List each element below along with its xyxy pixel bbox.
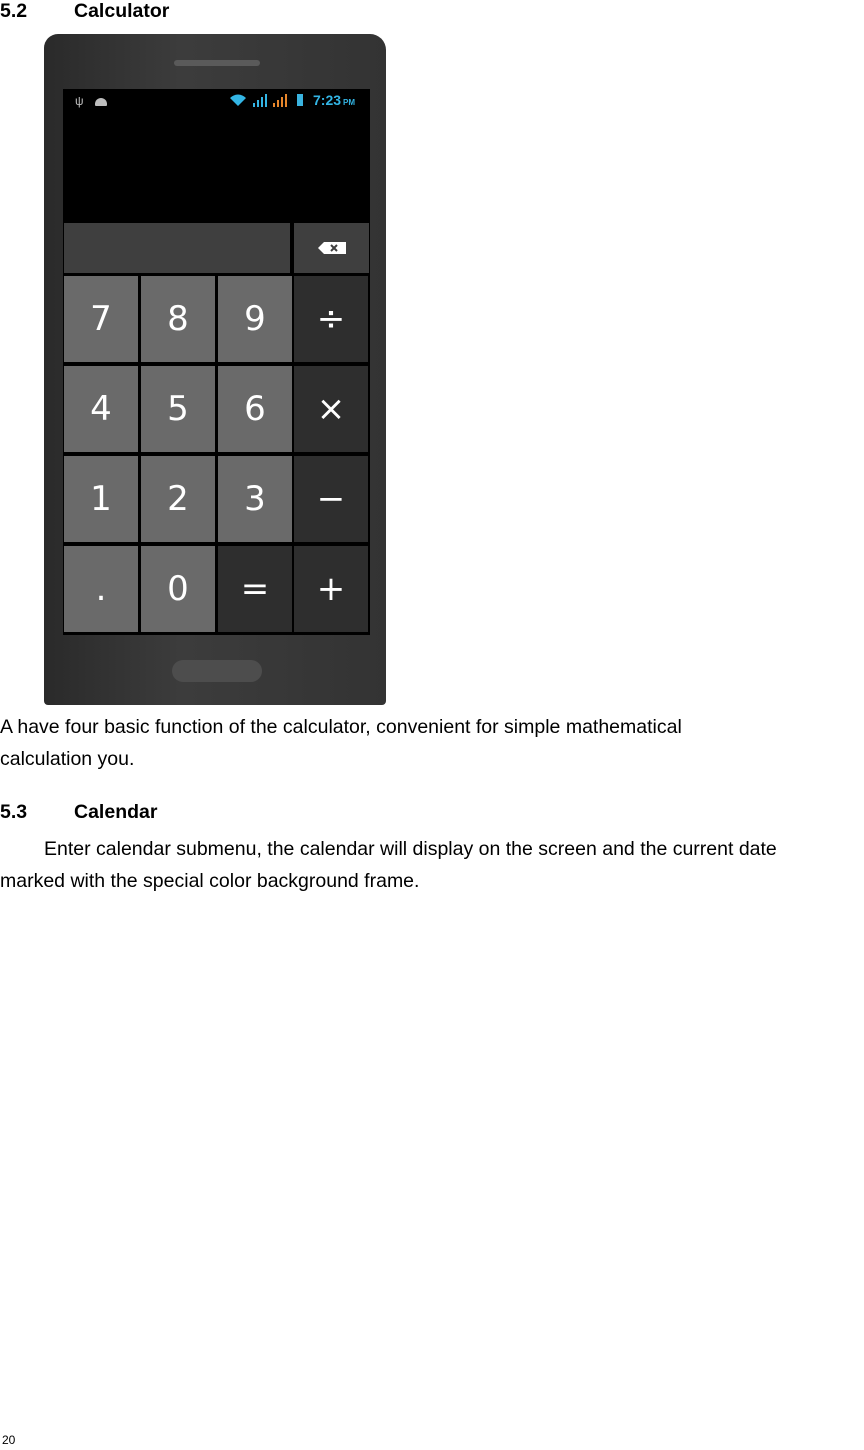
section-heading-calculator <box>0 0 169 22</box>
wifi-icon <box>229 93 247 107</box>
status-time: 7:23 PM <box>313 92 356 108</box>
calc-key-4[interactable]: 4 <box>64 366 138 452</box>
calc-key-2[interactable]: 9 <box>218 276 292 362</box>
section-title: Calendar <box>74 801 158 823</box>
calc-key-5[interactable]: 5 <box>141 366 215 452</box>
phone-screen <box>63 89 370 635</box>
calendar-description-line-2: marked with the special color background frame. <box>0 870 420 892</box>
calc-key-3[interactable]: ÷ <box>294 276 368 362</box>
calculator-description-line-2: calculation you. <box>0 748 135 770</box>
calc-key-12[interactable]: . <box>64 546 138 632</box>
calculator-description-line-1: A have four basic function of the calculator, convenient for simple mathematical <box>0 716 682 738</box>
status-ampm: PM <box>343 98 356 107</box>
calc-key-7[interactable]: × <box>294 366 368 452</box>
usb-icon: ψ <box>75 94 84 108</box>
calc-key-0[interactable]: 7 <box>64 276 138 362</box>
calc-key-6[interactable]: 6 <box>218 366 292 452</box>
backspace-icon <box>318 242 346 254</box>
section-title: Calculator <box>74 0 170 22</box>
calc-key-11[interactable]: − <box>294 456 368 542</box>
calculator-display[interactable] <box>64 223 290 273</box>
android-icon <box>95 98 107 106</box>
home-button[interactable] <box>172 660 262 682</box>
calc-key-15[interactable]: + <box>294 546 368 632</box>
section-heading-calendar <box>0 801 157 823</box>
section-number: 5.3 <box>0 801 28 823</box>
calendar-description-line-1: Enter calendar submenu, the calendar will display on the screen and the current date <box>44 838 777 860</box>
calc-key-10[interactable]: 3 <box>218 456 292 542</box>
calc-key-8[interactable]: 1 <box>64 456 138 542</box>
calc-key-13[interactable]: 0 <box>141 546 215 632</box>
calc-key-9[interactable]: 2 <box>141 456 215 542</box>
section-number: 5.2 <box>0 0 28 22</box>
signal-icon-2 <box>273 93 289 107</box>
calc-key-1[interactable]: 8 <box>141 276 215 362</box>
calc-key-14[interactable]: = <box>218 546 292 632</box>
phone-speaker <box>174 60 260 66</box>
phone-screenshot <box>44 34 386 705</box>
signal-icon <box>253 93 269 107</box>
status-bar <box>63 89 370 113</box>
battery-icon <box>297 94 303 106</box>
page-number: 20 <box>2 1433 16 1447</box>
backspace-button[interactable] <box>294 223 369 273</box>
